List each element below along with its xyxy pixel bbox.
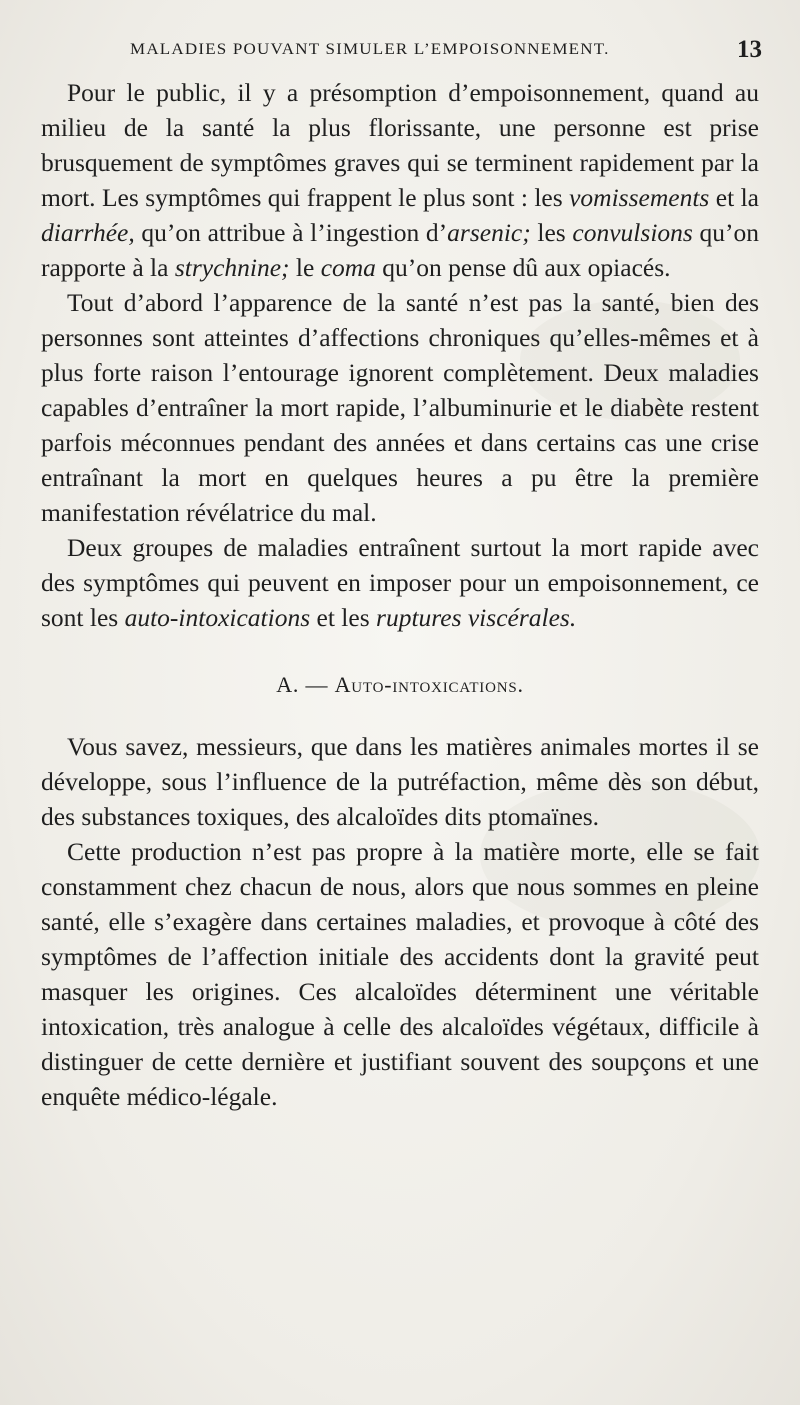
text-run: Deux groupes de maladies entraînent surtout la mort rapide avec des symptômes qui peuvent en imposer pour un empoisonnement, ce sont les xyxy=(41,533,759,632)
paragraph xyxy=(41,285,759,530)
section-heading xyxy=(41,671,759,699)
paragraph xyxy=(41,530,759,635)
text-run: Vous savez, messieurs, que dans les matières animales mortes il se développe, sous l’influence de la putréfaction, même dès son début, des substances toxiques, des alcaloïdes dits ptomaïnes. xyxy=(41,732,759,831)
text-run: et la xyxy=(709,183,759,212)
text-run: les xyxy=(530,218,573,247)
italic-text: diarrhée, xyxy=(41,218,135,247)
page-number: 13 xyxy=(737,36,762,63)
text-run: qu’on pense dû aux opiacés. xyxy=(375,253,671,282)
text-run: Pour le public, il y a présomption d’empoisonnement, quand au milieu de la santé la plus florissante, une personne est prise brusquement de symptômes graves qui se terminent rapidement par la mort. Les symptômes qui frappent le plus sont : les xyxy=(41,78,759,212)
italic-text: strychnine; xyxy=(174,253,290,282)
paragraph xyxy=(41,729,759,834)
italic-text: ruptures viscérales. xyxy=(376,603,577,632)
body-text xyxy=(41,75,759,1114)
italic-text: vomissements xyxy=(569,183,710,212)
section-heading-prefix: A. — xyxy=(276,672,335,697)
paragraphs-before-heading xyxy=(41,75,759,635)
running-title: MALADIES POUVANT SIMULER L’EMPOISONNEMENT. xyxy=(130,40,610,58)
text-run: qu’on attribue à l’ingestion d’ xyxy=(134,218,448,247)
text-run: Tout d’abord l’apparence de la santé n’est pas la santé, bien des personnes sont atteintes d’affections chroniques qu’elles-mêmes et à plus forte raison l’entourage ignorent complètement. Deux maladies capables d’entraîner la mort rapide, l’albuminurie et le diabète restent parfois méconnues pendant des années et dans certains cas une crise entraînant la mort en quelques heures a pu être la première manifestation révélatrice du mal. xyxy=(41,288,759,527)
paragraph xyxy=(41,834,759,1114)
paragraph xyxy=(41,75,759,285)
text-run: qu’on rapporte à la xyxy=(41,218,760,282)
text-run: et les xyxy=(310,603,377,632)
paragraphs-after-heading xyxy=(41,729,759,1114)
italic-text: convulsions xyxy=(572,218,693,247)
italic-text: coma xyxy=(320,253,376,282)
text-run: Cette production n’est pas propre à la matière morte, elle se fait constamment chez chacun de nous, alors que nous sommes en pleine santé, elle s’exagère dans certaines maladies, et provoque à côté des symptômes de l’affection initiale des accidents dont la gravité peut masquer les origines. Ces alcaloïdes déterminent une véritable intoxication, très analogue à celle des alcaloïdes végétaux, difficile à distinguer de cette dernière et justifiant souvent des soupçons et une enquête médico-légale. xyxy=(41,837,759,1111)
section-heading-title: Auto-intoxications. xyxy=(334,672,524,697)
italic-text: auto-intoxications xyxy=(124,603,311,632)
italic-text: arsenic; xyxy=(447,218,531,247)
text-run: le xyxy=(289,253,321,282)
running-head xyxy=(130,36,762,66)
